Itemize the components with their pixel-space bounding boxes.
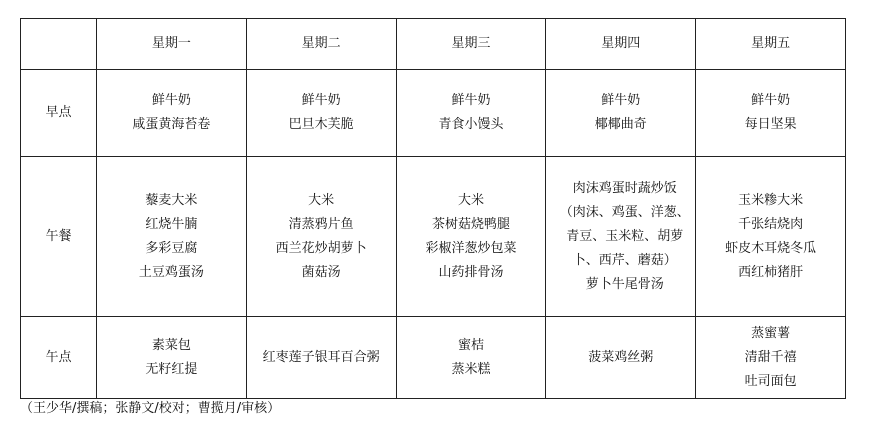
day-header-wed: 星期三 [396,19,546,70]
menu-item: 青食小馒头 [438,117,504,132]
menu-item: 虾皮木耳烧冬瓜 [725,240,817,256]
menu-item: 鲜牛奶 [301,93,341,108]
menu-item: 鲜牛奶 [751,93,791,108]
menu-item: 彩椒洋葱炒包菜 [425,240,517,256]
menu-item: 茶树菇烧鸭腿 [431,216,510,232]
menu-item: 咸蛋黄海苔卷 [132,117,211,132]
menu-item: 素菜包 [151,337,191,353]
menu-item: 多彩豆腐 [145,240,198,256]
menu-item: 山药排骨汤 [438,264,504,280]
menu-item: 鲜牛奶 [601,93,641,108]
menu-item: 萝卜牛尾骨汤 [585,276,664,292]
menu-item: 蒸米糕 [451,361,491,377]
menu-item: 清甜千禧 [744,349,797,365]
menu-cell [246,70,396,157]
menu-cell [696,157,846,317]
menu-item: 蒸蜜薯 [751,325,791,341]
menu-item: 无籽红提 [145,361,198,377]
menu-item: 菠菜鸡丝粥 [588,349,654,365]
day-header-thu: 星期四 [546,19,696,70]
menu-item: 蜜桔 [457,337,484,353]
menu-item: （肉沫、鸡蛋、洋葱、 [559,204,690,220]
menu-item: 椰椰曲奇 [594,117,647,132]
day-header-mon: 星期一 [96,19,246,70]
meal-row-breakfast [21,70,846,157]
meal-label: 午餐 [21,157,97,317]
meal-row-snack [21,317,846,399]
menu-item: 巴旦木芙脆 [288,117,354,132]
menu-item: 西红柿猪肝 [738,264,804,280]
menu-item: 红烧牛腩 [145,216,198,232]
meal-label: 早点 [21,70,97,157]
meal-row-lunch [21,157,846,317]
menu-cell [696,70,846,157]
menu-cell [546,317,696,399]
menu-cell [546,157,696,317]
credit-line: （王少华/撰稿；张静文/校对；曹揽月/审核） [20,401,281,416]
menu-item: 藜麦大米 [145,192,198,208]
menu-item: 鲜牛奶 [151,93,191,108]
menu-cell [246,157,396,317]
menu-item: 大米 [308,192,335,208]
menu-cell [96,317,246,399]
menu-item: 卜、西芹、蘑菇） [572,252,677,268]
menu-cell [396,157,546,317]
meal-label: 午点 [21,317,97,399]
menu-item: 青豆、玉米粒、胡萝 [566,228,684,244]
menu-cell [546,70,696,157]
menu-item: 肉沫鸡蛋时蔬炒饭 [572,180,677,196]
menu-item: 鲜牛奶 [451,93,491,108]
corner-cell [21,19,97,70]
menu-item: 土豆鸡蛋汤 [138,264,204,280]
menu-cell [96,157,246,317]
menu-item: 吐司面包 [744,373,797,389]
menu-item: 红枣莲子银耳百合粥 [262,349,380,365]
menu-cell [396,317,546,399]
menu-item: 千张结烧肉 [738,216,804,232]
day-header-tue: 星期二 [246,19,396,70]
menu-cell [396,70,546,157]
menu-item: 清蒸鸦片鱼 [288,216,354,232]
menu-cell [246,317,396,399]
menu-item: 菌菇汤 [301,264,341,280]
day-header-fri: 星期五 [696,19,846,70]
menu-cell [96,70,246,157]
menu-item: 每日坚果 [744,117,797,132]
menu-item: 玉米糁大米 [738,192,804,208]
menu-item: 大米 [457,192,484,208]
menu-cell [696,317,846,399]
header-row [21,19,846,70]
menu-item: 西兰花炒胡萝卜 [275,240,367,256]
weekly-menu-table [20,18,846,399]
